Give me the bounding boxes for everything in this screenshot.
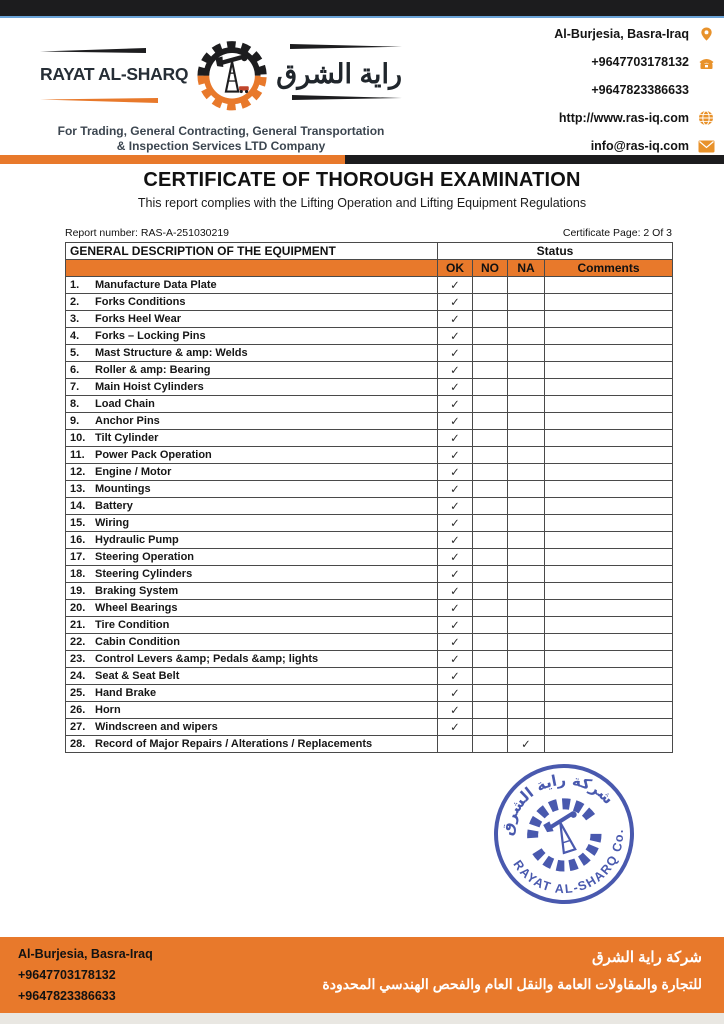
ok-status-cell: ✓ <box>438 379 473 396</box>
contact-phone1: +9647703178132 <box>591 55 689 69</box>
na-status-cell: ✓ <box>508 736 545 753</box>
equipment-item-label: 23. Control Levers &amp; Pedals &amp; lights <box>66 651 438 668</box>
table-row <box>66 719 673 736</box>
equipment-item-label: 1. Manufacture Data Plate <box>66 277 438 294</box>
comments-cell <box>545 328 673 345</box>
ok-status-cell: ✓ <box>438 311 473 328</box>
table-row <box>66 549 673 566</box>
company-name-arabic: راية الشرق <box>276 58 402 89</box>
no-status-cell <box>473 685 508 702</box>
na-status-cell <box>508 532 545 549</box>
comments-cell <box>545 430 673 447</box>
na-status-cell <box>508 600 545 617</box>
ok-status-cell: ✓ <box>438 515 473 532</box>
table-row <box>66 294 673 311</box>
no-status-cell <box>473 362 508 379</box>
no-status-cell <box>473 668 508 685</box>
no-status-cell <box>473 617 508 634</box>
no-status-cell <box>473 294 508 311</box>
comments-cell <box>545 651 673 668</box>
footer-arabic-company: شركة راية الشرق <box>591 949 702 966</box>
no-status-cell <box>473 413 508 430</box>
equipment-item-label: 16. Hydraulic Pump <box>66 532 438 549</box>
na-status-cell <box>508 719 545 736</box>
equipment-item-label: 21. Tire Condition <box>66 617 438 634</box>
table-row <box>66 566 673 583</box>
ok-status-cell: ✓ <box>438 328 473 345</box>
no-status-cell <box>473 328 508 345</box>
table-row <box>66 362 673 379</box>
na-status-cell <box>508 311 545 328</box>
na-status-cell <box>508 396 545 413</box>
na-status-cell <box>508 617 545 634</box>
na-status-cell <box>508 685 545 702</box>
no-status-cell <box>473 464 508 481</box>
no-status-cell <box>473 600 508 617</box>
ok-status-cell: ✓ <box>438 277 473 294</box>
comments-cell <box>545 719 673 736</box>
comments-cell <box>545 447 673 464</box>
company-stamp <box>487 758 641 910</box>
equipment-item-label: 2. Forks Conditions <box>66 294 438 311</box>
no-status-cell <box>473 549 508 566</box>
table-row <box>66 413 673 430</box>
equipment-item-label: 3. Forks Heel Wear <box>66 311 438 328</box>
subheader-empty-cell <box>66 260 438 277</box>
ok-status-cell: ✓ <box>438 464 473 481</box>
ok-status-cell: ✓ <box>438 600 473 617</box>
comments-cell <box>545 277 673 294</box>
na-status-cell <box>508 328 545 345</box>
equipment-item-label: 25. Hand Brake <box>66 685 438 702</box>
header <box>0 20 724 156</box>
comments-cell <box>545 311 673 328</box>
equipment-item-label: 13. Mountings <box>66 481 438 498</box>
page-subtitle: This report complies with the Lifting Operation and Lifting Equipment Regulations <box>137 196 587 210</box>
no-status-cell <box>473 532 508 549</box>
table-row <box>66 668 673 685</box>
comments-cell <box>545 634 673 651</box>
contact-website-row <box>416 104 716 132</box>
table-row <box>66 379 673 396</box>
phone-icon <box>696 54 716 71</box>
equipment-item-label: 19. Braking System <box>66 583 438 600</box>
no-status-cell <box>473 447 508 464</box>
ok-status-cell: ✓ <box>438 566 473 583</box>
no-status-cell <box>473 634 508 651</box>
status-header: Status <box>438 243 673 260</box>
bottom-strip <box>0 1013 724 1024</box>
ok-status-cell: ✓ <box>438 362 473 379</box>
table-row <box>66 396 673 413</box>
na-status-cell <box>508 413 545 430</box>
comments-cell <box>545 396 673 413</box>
ok-status-cell: ✓ <box>438 702 473 719</box>
table-row <box>66 617 673 634</box>
table-header-row <box>66 243 673 260</box>
company-tagline <box>40 124 402 154</box>
equipment-item-label: 15. Wiring <box>66 515 438 532</box>
na-status-cell <box>508 447 545 464</box>
table-row <box>66 685 673 702</box>
column-header-ok: OK <box>438 260 473 277</box>
location-pin-icon <box>696 26 716 43</box>
comments-cell <box>545 668 673 685</box>
top-black-bar <box>0 0 724 18</box>
equipment-item-label: 18. Steering Cylinders <box>66 566 438 583</box>
contact-phone1-row <box>416 48 716 76</box>
ok-status-cell: ✓ <box>438 413 473 430</box>
na-status-cell <box>508 498 545 515</box>
equipment-item-label: 20. Wheel Bearings <box>66 600 438 617</box>
comments-cell <box>545 345 673 362</box>
ok-status-cell: ✓ <box>438 634 473 651</box>
contact-website: http://www.ras-iq.com <box>558 111 689 125</box>
no-status-cell <box>473 498 508 515</box>
ok-status-cell: ✓ <box>438 719 473 736</box>
ok-status-cell: ✓ <box>438 668 473 685</box>
table-row <box>66 328 673 345</box>
orange-black-divider <box>0 155 724 164</box>
footer-address: Al-Burjesia, Basra-Iraq <box>18 947 153 961</box>
no-status-cell <box>473 277 508 294</box>
na-status-cell <box>508 515 545 532</box>
footer <box>0 937 724 1013</box>
equipment-item-label: 22. Cabin Condition <box>66 634 438 651</box>
table-row <box>66 600 673 617</box>
report-number: Report number: RAS-A-251030219 <box>65 227 230 239</box>
equipment-item-label: 27. Windscreen and wipers <box>66 719 438 736</box>
description-header: GENERAL DESCRIPTION OF THE EQUIPMENT <box>66 243 438 260</box>
equipment-item-label: 12. Engine / Motor <box>66 464 438 481</box>
comments-cell <box>545 736 673 753</box>
table-row <box>66 277 673 294</box>
ok-status-cell: ✓ <box>438 430 473 447</box>
no-status-cell <box>473 583 508 600</box>
table-row <box>66 634 673 651</box>
table-row <box>66 651 673 668</box>
na-status-cell <box>508 464 545 481</box>
equipment-item-label: 26. Horn <box>66 702 438 719</box>
no-status-cell <box>473 515 508 532</box>
comments-cell <box>545 294 673 311</box>
ok-status-cell: ✓ <box>438 685 473 702</box>
certificate-page-number: Certificate Page: 2 Of 3 <box>562 227 672 239</box>
table-row <box>66 736 673 753</box>
comments-cell <box>545 515 673 532</box>
no-status-cell <box>473 566 508 583</box>
na-status-cell <box>508 702 545 719</box>
equipment-item-label: 24. Seat & Seat Belt <box>66 668 438 685</box>
table-row <box>66 532 673 549</box>
ok-status-cell <box>438 736 473 753</box>
comments-cell <box>545 600 673 617</box>
table-row <box>66 498 673 515</box>
na-status-cell <box>508 481 545 498</box>
ok-status-cell: ✓ <box>438 447 473 464</box>
na-status-cell <box>508 362 545 379</box>
comments-cell <box>545 362 673 379</box>
no-status-cell <box>473 345 508 362</box>
ok-status-cell: ✓ <box>438 396 473 413</box>
no-status-cell <box>473 702 508 719</box>
no-status-cell <box>473 396 508 413</box>
footer-arabic-text <box>322 945 702 997</box>
na-status-cell <box>508 549 545 566</box>
contact-phone2-row <box>416 76 716 104</box>
equipment-item-label: 5. Mast Structure & amp: Welds <box>66 345 438 362</box>
equipment-item-label: 10. Tilt Cylinder <box>66 430 438 447</box>
comments-cell <box>545 498 673 515</box>
empty-icon-slot <box>696 82 716 99</box>
company-name-english: RAYAT AL-SHARQ <box>40 63 189 84</box>
na-status-cell <box>508 379 545 396</box>
table-row <box>66 464 673 481</box>
contact-address: Al-Burjesia, Basra-Iraq <box>554 27 689 41</box>
ok-status-cell: ✓ <box>438 294 473 311</box>
na-status-cell <box>508 634 545 651</box>
equipment-checklist-table <box>65 242 673 753</box>
na-status-cell <box>508 294 545 311</box>
ok-status-cell: ✓ <box>438 498 473 515</box>
comments-cell <box>545 685 673 702</box>
equipment-item-label: 11. Power Pack Operation <box>66 447 438 464</box>
equipment-item-label: 7. Main Hoist Cylinders <box>66 379 438 396</box>
na-status-cell <box>508 583 545 600</box>
footer-arabic-description: للتجارة والمقاولات العامة والنقل العام والفحص الهندسي المحدودة <box>322 976 702 992</box>
no-status-cell <box>473 736 508 753</box>
table-row <box>66 430 673 447</box>
ok-status-cell: ✓ <box>438 651 473 668</box>
ok-status-cell: ✓ <box>438 345 473 362</box>
column-header-comments: Comments <box>545 260 673 277</box>
equipment-item-label: 28. Record of Major Repairs / Alterations / Replacements <box>66 736 438 753</box>
ok-status-cell: ✓ <box>438 583 473 600</box>
na-status-cell <box>508 277 545 294</box>
no-status-cell <box>473 481 508 498</box>
report-info-row <box>65 227 672 239</box>
contact-address-row <box>416 20 716 48</box>
tagline-line-2: & Inspection Services LTD Company <box>116 139 326 153</box>
equipment-item-label: 8. Load Chain <box>66 396 438 413</box>
ok-status-cell: ✓ <box>438 549 473 566</box>
gear-pumpjack-logo-icon <box>190 24 274 124</box>
equipment-item-label: 14. Battery <box>66 498 438 515</box>
contact-phone2: +9647823386633 <box>591 83 689 97</box>
no-status-cell <box>473 430 508 447</box>
contact-email: info@ras-iq.com <box>590 139 689 153</box>
ok-status-cell: ✓ <box>438 617 473 634</box>
company-logo <box>40 22 402 154</box>
comments-cell <box>545 532 673 549</box>
contact-block <box>416 20 716 160</box>
na-status-cell <box>508 651 545 668</box>
footer-phone1: +9647703178132 <box>18 968 116 982</box>
column-header-na: NA <box>508 260 545 277</box>
table-row <box>66 583 673 600</box>
no-status-cell <box>473 651 508 668</box>
table-row <box>66 311 673 328</box>
comments-cell <box>545 583 673 600</box>
footer-contact <box>18 944 153 1007</box>
footer-phone2: +9647823386633 <box>18 989 116 1003</box>
no-status-cell <box>473 311 508 328</box>
ok-status-cell: ✓ <box>438 532 473 549</box>
na-status-cell <box>508 345 545 362</box>
stamp-arabic-text: شركة راية الشرق <box>498 770 618 837</box>
comments-cell <box>545 464 673 481</box>
no-status-cell <box>473 719 508 736</box>
comments-cell <box>545 481 673 498</box>
table-row <box>66 345 673 362</box>
column-header-no: NO <box>473 260 508 277</box>
equipment-item-label: 6. Roller & amp: Bearing <box>66 362 438 379</box>
equipment-item-label: 4. Forks – Locking Pins <box>66 328 438 345</box>
stamp-latin-text: RAYAT AL-SHARQ Co. <box>510 828 627 897</box>
na-status-cell <box>508 566 545 583</box>
comments-cell <box>545 566 673 583</box>
comments-cell <box>545 379 673 396</box>
page-title: CERTIFICATE OF THOROUGH EXAMINATION <box>143 169 581 191</box>
table-row <box>66 447 673 464</box>
na-status-cell <box>508 430 545 447</box>
table-row <box>66 481 673 498</box>
equipment-item-label: 9. Anchor Pins <box>66 413 438 430</box>
equipment-item-label: 17. Steering Operation <box>66 549 438 566</box>
globe-icon <box>696 110 716 127</box>
no-status-cell <box>473 379 508 396</box>
envelope-icon <box>696 138 716 155</box>
table-row <box>66 702 673 719</box>
comments-cell <box>545 702 673 719</box>
tagline-line-1: For Trading, General Contracting, General Transportation <box>57 124 385 138</box>
comments-cell <box>545 617 673 634</box>
comments-cell <box>545 413 673 430</box>
comments-cell <box>545 549 673 566</box>
ok-status-cell: ✓ <box>438 481 473 498</box>
table-row <box>66 515 673 532</box>
na-status-cell <box>508 668 545 685</box>
table-subheader-row <box>66 260 673 277</box>
